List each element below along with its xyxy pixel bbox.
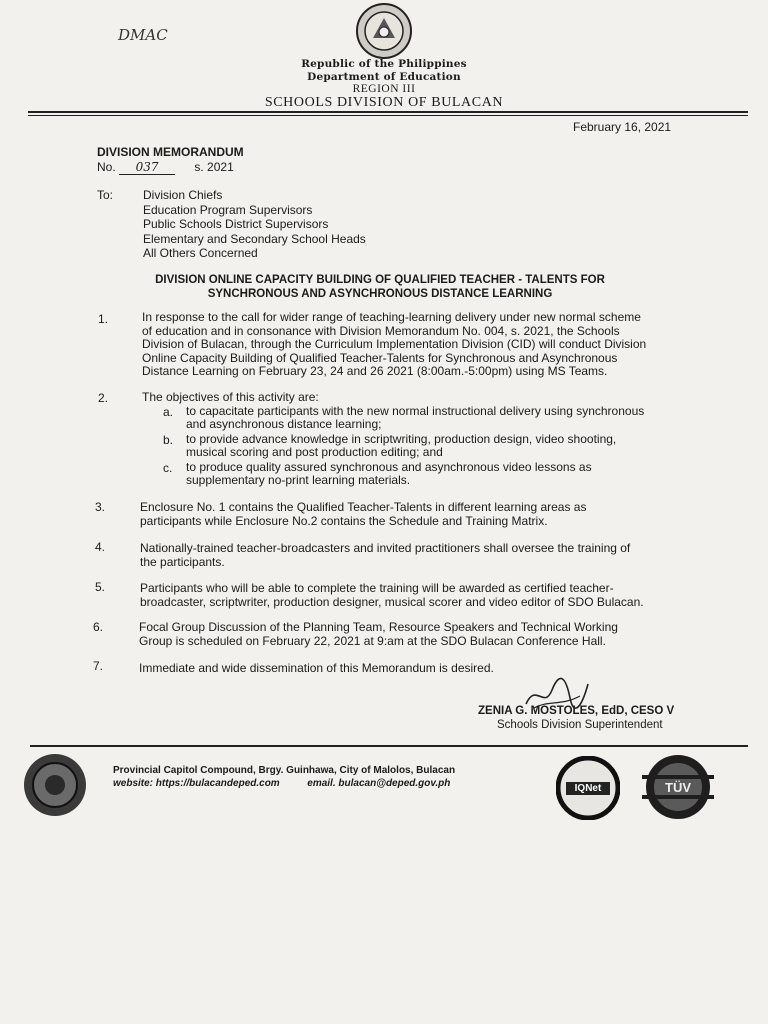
paragraph-line: participants while Enclosure No.2 contains the Schedule and Training Matrix. <box>140 513 548 528</box>
website-link[interactable]: https://bulacandeped.com <box>155 778 280 789</box>
paragraph-5 <box>140 582 676 609</box>
paragraph-number: 1. <box>98 312 109 326</box>
paragraph-line: the participants. <box>140 554 225 569</box>
paragraph-line: Nationally-trained teacher-broadcasters and invited practitioners shall oversee the training of <box>140 541 631 555</box>
paragraph-number: 6. <box>93 620 104 634</box>
paragraph-line: Participants who will be able to complete the training will be awarded as certified teacher- <box>140 581 614 595</box>
paragraph-2-intro: The objectives of this activity are: <box>142 390 319 404</box>
paragraph-number: 2. <box>98 391 109 405</box>
objective-label-a: a. <box>163 405 174 419</box>
deped-seal <box>355 2 413 60</box>
website-label: website: <box>113 778 154 789</box>
handwritten-note: DMAC <box>118 26 168 44</box>
objective-c <box>186 461 676 487</box>
header-region: REGION III <box>352 83 416 95</box>
objective-a <box>186 405 676 431</box>
paragraph-number: 3. <box>95 500 106 514</box>
footer-contact <box>113 778 450 789</box>
objective-line: to provide advance knowledge in scriptwriting, production design, video shooting, <box>186 432 617 446</box>
paragraph-4 <box>140 542 676 569</box>
memo-series: s. 2021 <box>194 160 234 174</box>
iqnet-text: IQNet <box>574 783 602 794</box>
to-label: To: <box>97 188 114 202</box>
objective-line: supplementary no-print learning materials. <box>186 473 411 487</box>
paragraph-line: broadcaster, scriptwriter, production designer, musical scorer and video editor of SDO Bulacan. <box>140 594 644 609</box>
recipient: Education Program Supervisors <box>143 202 313 217</box>
paragraph-line: In response to the call for wider range of teaching-learning delivery under new normal scheme <box>142 310 641 324</box>
memo-subject <box>60 274 700 301</box>
objective-label-b: b. <box>163 433 174 447</box>
paragraph-line: Immediate and wide dissemination of this Memorandum is desired. <box>139 661 494 675</box>
subject-line-1: DIVISION ONLINE CAPACITY BUILDING OF QUALIFIED TEACHER - TALENTS FOR <box>155 274 605 286</box>
memo-number-line <box>97 160 234 175</box>
paragraph-line: Group is scheduled on February 22, 2021 at 9:am at the SDO Bulacan Conference Hall. <box>139 633 606 648</box>
memo-date: February 16, 2021 <box>573 120 672 134</box>
email-link[interactable]: bulacan@deped.gov.ph <box>338 778 451 789</box>
objective-line: and asynchronous distance learning; <box>186 417 382 431</box>
signatory-name: ZENIA G. MOSTOLES, EdD, CESO V <box>478 705 675 717</box>
iqnet-logo <box>556 756 620 820</box>
header-division: SCHOOLS DIVISION OF BULACAN <box>264 95 504 110</box>
paragraph-6 <box>139 621 675 648</box>
paragraph-7 <box>139 662 675 676</box>
recipient: Public Schools District Supervisors <box>143 217 329 231</box>
email-label: email. <box>307 778 336 789</box>
header-republic: Republic of the Philippines <box>301 58 467 70</box>
objective-b <box>186 433 676 459</box>
objective-line: musical scoring and post production editing; and <box>186 445 443 459</box>
certification-text: TÜV <box>665 780 691 795</box>
recipient: All Others Concerned <box>143 246 258 260</box>
objective-label-c: c. <box>163 461 173 475</box>
memo-title: DIVISION MEMORANDUM <box>97 145 244 159</box>
memo-number: 037 <box>119 160 175 175</box>
objective-line: to produce quality assured synchronous and asynchronous video lessons as <box>186 460 592 474</box>
paragraph-number: 7. <box>93 659 104 673</box>
header-divider-thin <box>28 115 748 116</box>
paragraph-line: Enclosure No. 1 contains the Qualified Teacher-Talents in different learning areas as <box>140 500 587 514</box>
recipient: Elementary and Secondary School Heads <box>143 231 366 246</box>
paragraph-line: Distance Learning on February 23, 24 and 26 2021 (8:00am.-5:00pm) using MS Teams. <box>142 364 608 378</box>
paragraph-line: Division of Bulacan, through the Curriculum Implementation Division (CID) will conduct Division <box>142 337 647 351</box>
signatory-title: Schools Division Superintendent <box>497 719 663 731</box>
paragraph-number: 5. <box>95 580 106 594</box>
paragraph-1 <box>142 311 676 379</box>
paragraph-line: Focal Group Discussion of the Planning Team, Resource Speakers and Technical Working <box>139 620 618 634</box>
memo-number-label: No. <box>97 160 116 174</box>
subject-line-2: SYNCHRONOUS AND ASYNCHRONOUS DISTANCE LEARNING <box>207 287 553 300</box>
paragraph-3 <box>140 501 676 528</box>
certification-logo <box>640 753 716 821</box>
header-divider <box>28 111 748 113</box>
paragraph-line: Online Capacity Building of Qualified Teacher-Talents for Synchronous and Asynchronous <box>142 350 618 365</box>
footer-divider <box>30 745 748 747</box>
recipient-list <box>143 188 366 261</box>
header-department: Department of Education <box>307 71 461 83</box>
paragraph-line: of education and in consonance with Division Memorandum No. 004, s. 2021, the Schools <box>142 323 620 338</box>
paragraph-number: 4. <box>95 540 106 554</box>
footer-address: Provincial Capitol Compound, Brgy. Guinhawa, City of Malolos, Bulacan <box>113 765 456 776</box>
division-logo <box>22 752 88 818</box>
objective-line: to capacitate participants with the new normal instructional delivery using synchronous <box>186 404 645 418</box>
recipient: Division Chiefs <box>143 188 223 202</box>
